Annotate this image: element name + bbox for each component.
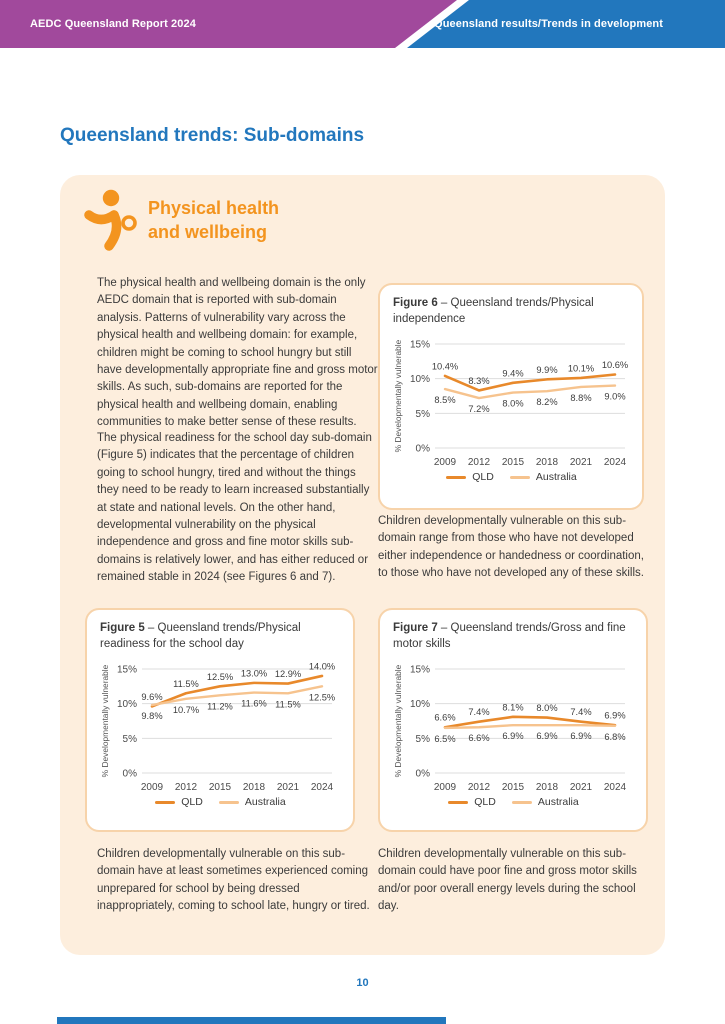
figure-5-legend bbox=[100, 796, 341, 808]
svg-text:10%: 10% bbox=[409, 374, 430, 386]
svg-text:15%: 15% bbox=[116, 664, 137, 676]
svg-text:2024: 2024 bbox=[310, 782, 334, 793]
svg-text:7.2%: 7.2% bbox=[468, 404, 490, 415]
figure-5-note: Children developmentally vulnerable on this sub-domain have at least sometimes experienced coming unprepared for school by being dressed inappropriately, coming to school late, hungry or tired. bbox=[97, 848, 370, 913]
figure-6-note: Children developmentally vulnerable on this sub-domain range from those who have not developed either independence or handedness or coordination, to those who have not developed any of these skills. bbox=[378, 515, 644, 580]
svg-text:10%: 10% bbox=[116, 699, 137, 711]
svg-text:0%: 0% bbox=[122, 768, 137, 780]
svg-text:9.9%: 9.9% bbox=[536, 364, 558, 375]
svg-text:2015: 2015 bbox=[208, 782, 232, 793]
legend-item-australia bbox=[512, 796, 579, 808]
svg-text:2024: 2024 bbox=[603, 782, 627, 793]
svg-text:10.7%: 10.7% bbox=[172, 704, 200, 715]
svg-text:6.5%: 6.5% bbox=[434, 733, 456, 744]
footer-bar bbox=[57, 1017, 446, 1024]
svg-text:2009: 2009 bbox=[140, 782, 164, 793]
svg-text:% Developmentally vulnerable: % Developmentally vulnerable bbox=[393, 339, 403, 453]
svg-text:2009: 2009 bbox=[433, 782, 457, 793]
line-chart-figure6 bbox=[393, 330, 633, 470]
svg-text:6.9%: 6.9% bbox=[536, 731, 558, 742]
legend-item-australia bbox=[219, 796, 286, 808]
figure-6-legend bbox=[393, 471, 630, 483]
svg-text:6.9%: 6.9% bbox=[502, 731, 524, 742]
svg-text:14.0%: 14.0% bbox=[308, 661, 336, 672]
svg-text:2018: 2018 bbox=[535, 782, 559, 793]
svg-text:2018: 2018 bbox=[242, 782, 266, 793]
svg-text:2024: 2024 bbox=[603, 457, 627, 468]
legend-label: QLD bbox=[474, 796, 496, 808]
svg-text:8.1%: 8.1% bbox=[502, 702, 524, 713]
svg-text:6.6%: 6.6% bbox=[468, 733, 490, 744]
intro-paragraph-2: The physical readiness for the school day sub-domain (Figure 5) indicates that the percentage of children going to school hungry, tired and without the things they need to be ready to learn increased substantially at state and national levels. On the other hand, developmental vulnerability on the physical independence and gross and fine motor skills sub-domains is relatively lower, and has either reduced or remained stable in 2024 (see Figures 6 and 7). bbox=[97, 432, 372, 584]
svg-text:2012: 2012 bbox=[467, 782, 491, 793]
page-number: 10 bbox=[356, 977, 369, 989]
svg-text:12.9%: 12.9% bbox=[274, 669, 302, 680]
page-title: Queensland trends: Sub-domains bbox=[60, 125, 365, 146]
svg-text:5%: 5% bbox=[415, 408, 430, 420]
header-section-label: Queensland results/Trends in development bbox=[434, 18, 663, 30]
subdomain-card bbox=[60, 175, 665, 955]
svg-text:7.4%: 7.4% bbox=[570, 707, 592, 718]
physical-activity-icon bbox=[84, 188, 144, 252]
figure-6-panel bbox=[378, 283, 644, 510]
header-report-title: AEDC Queensland Report 2024 bbox=[30, 18, 196, 30]
figure-5-title: Figure 5 – Queensland trends/Physical readiness for the school day bbox=[100, 622, 301, 650]
svg-text:13.0%: 13.0% bbox=[240, 668, 268, 679]
intro-paragraph-1: The physical health and wellbeing domain is the only AEDC domain that is reported with sub-domain analysis. Patterns of vulnerability vary across the physical health and wellbeing domain: for example, children might be coming to school hungry but still have developmentally appropriate fine and gross motor skills. As such, sub-domains are reported for the physical health and wellbeing domain, enabling communities to make better sense of these results. bbox=[97, 277, 378, 429]
line-chart-figure7 bbox=[393, 655, 633, 795]
svg-text:2012: 2012 bbox=[174, 782, 198, 793]
svg-text:2018: 2018 bbox=[535, 457, 559, 468]
svg-text:9.4%: 9.4% bbox=[502, 368, 524, 379]
svg-text:9.8%: 9.8% bbox=[141, 711, 163, 722]
svg-text:8.3%: 8.3% bbox=[468, 375, 490, 386]
figure-7-note: Children developmentally vulnerable on this sub-domain could have poor fine and gross motor skills and/or poor overall energy levels during the school day. bbox=[378, 848, 637, 913]
svg-text:2015: 2015 bbox=[501, 782, 525, 793]
svg-text:10.1%: 10.1% bbox=[567, 363, 595, 374]
figure-7-chart bbox=[393, 655, 634, 795]
legend-item-qld bbox=[446, 471, 494, 483]
figure-6-title: Figure 6 – Queensland trends/Physical independence bbox=[393, 297, 594, 325]
svg-text:2021: 2021 bbox=[276, 782, 300, 793]
svg-text:9.6%: 9.6% bbox=[141, 691, 163, 702]
legend-label: QLD bbox=[472, 471, 494, 483]
legend-label: QLD bbox=[181, 796, 203, 808]
svg-text:2015: 2015 bbox=[501, 457, 525, 468]
legend-label: Australia bbox=[244, 796, 286, 808]
svg-text:9.0%: 9.0% bbox=[604, 391, 626, 402]
svg-text:0%: 0% bbox=[415, 443, 430, 455]
legend-swatch bbox=[448, 801, 468, 804]
legend-swatch bbox=[446, 476, 466, 479]
figure-5-chart bbox=[100, 655, 341, 795]
svg-text:11.5%: 11.5% bbox=[173, 678, 199, 689]
svg-text:6.9%: 6.9% bbox=[604, 710, 626, 721]
svg-text:6.8%: 6.8% bbox=[604, 731, 626, 742]
svg-text:12.5%: 12.5% bbox=[206, 671, 234, 682]
section-title-line1: Physical health bbox=[148, 198, 280, 218]
legend-item-qld bbox=[155, 796, 203, 808]
svg-text:8.2%: 8.2% bbox=[536, 397, 558, 408]
section-title bbox=[148, 196, 279, 244]
legend-label: Australia bbox=[535, 471, 577, 483]
legend-item-qld bbox=[448, 796, 496, 808]
figure-7-legend bbox=[393, 796, 634, 808]
svg-text:10%: 10% bbox=[409, 699, 430, 711]
svg-text:15%: 15% bbox=[409, 664, 430, 676]
figure-5-panel bbox=[85, 608, 355, 832]
svg-text:10.6%: 10.6% bbox=[601, 360, 629, 371]
page-header bbox=[0, 0, 725, 48]
figure-7-panel bbox=[378, 608, 648, 832]
svg-text:0%: 0% bbox=[415, 768, 430, 780]
legend-label: Australia bbox=[537, 796, 579, 808]
svg-text:5%: 5% bbox=[415, 733, 430, 745]
legend-swatch bbox=[219, 801, 239, 804]
figure-6-chart bbox=[393, 330, 630, 470]
svg-text:15%: 15% bbox=[409, 339, 430, 351]
svg-text:10.4%: 10.4% bbox=[431, 361, 459, 372]
svg-text:% Developmentally vulnerable: % Developmentally vulnerable bbox=[100, 664, 110, 778]
svg-text:5%: 5% bbox=[122, 733, 137, 745]
svg-text:6.6%: 6.6% bbox=[434, 712, 456, 723]
svg-text:2021: 2021 bbox=[569, 782, 593, 793]
line-chart-figure5 bbox=[100, 655, 340, 795]
svg-text:8.0%: 8.0% bbox=[502, 398, 524, 409]
svg-text:11.6%: 11.6% bbox=[241, 698, 267, 709]
legend-swatch bbox=[510, 476, 530, 479]
svg-text:8.5%: 8.5% bbox=[434, 395, 456, 406]
svg-text:7.4%: 7.4% bbox=[468, 707, 490, 718]
figure-7-title: Figure 7 – Queensland trends/Gross and fine motor skills bbox=[393, 622, 626, 650]
svg-text:12.5%: 12.5% bbox=[308, 692, 336, 703]
svg-text:11.2%: 11.2% bbox=[207, 701, 233, 712]
section-title-line2: and wellbeing bbox=[148, 222, 268, 242]
legend-item-australia bbox=[510, 471, 577, 483]
svg-text:2021: 2021 bbox=[569, 457, 593, 468]
svg-text:11.5%: 11.5% bbox=[275, 699, 301, 710]
svg-text:8.0%: 8.0% bbox=[536, 703, 558, 714]
svg-text:8.8%: 8.8% bbox=[570, 392, 592, 403]
svg-text:% Developmentally vulnerable: % Developmentally vulnerable bbox=[393, 664, 403, 778]
legend-swatch bbox=[155, 801, 175, 804]
svg-text:6.9%: 6.9% bbox=[570, 731, 592, 742]
legend-swatch bbox=[512, 801, 532, 804]
svg-text:2009: 2009 bbox=[433, 457, 457, 468]
svg-text:2012: 2012 bbox=[467, 457, 491, 468]
